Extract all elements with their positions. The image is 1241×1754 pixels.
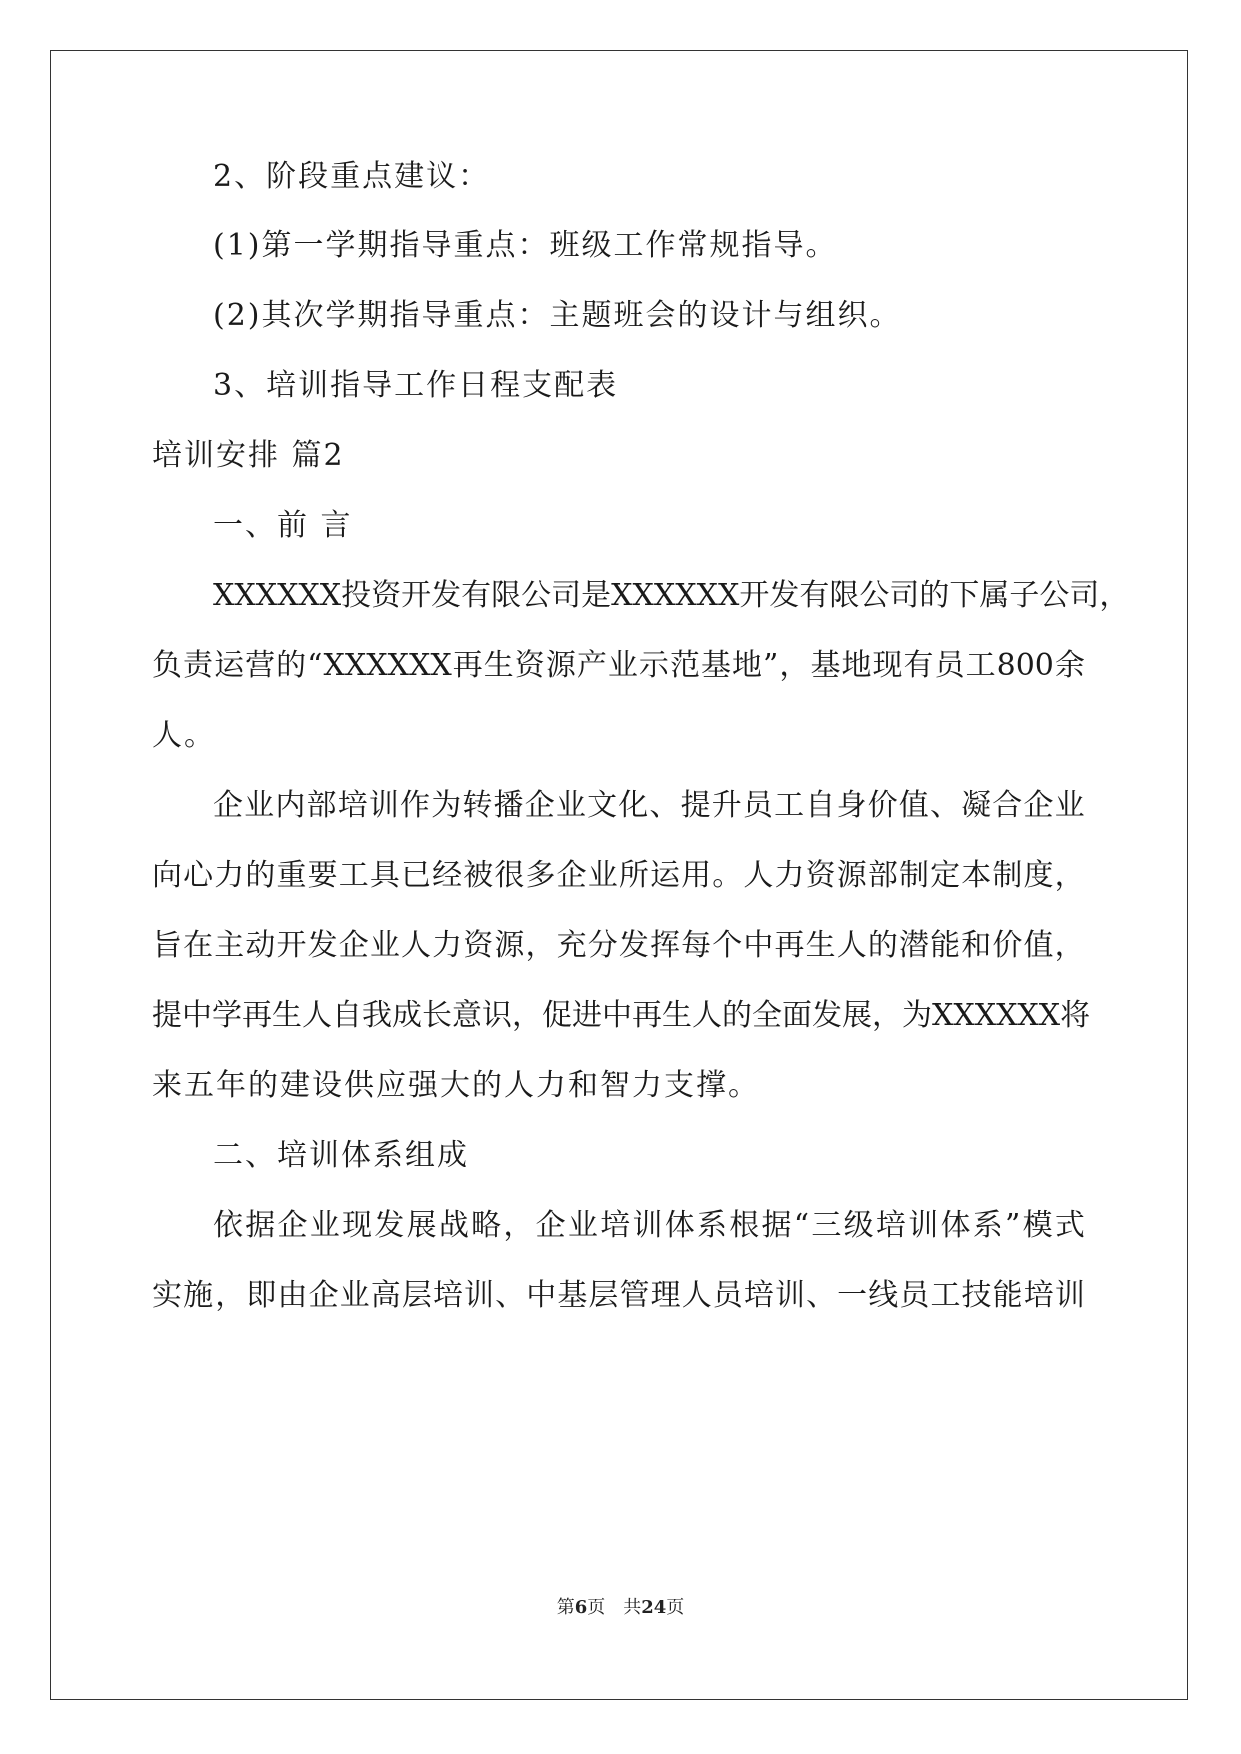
paragraph-line: 负 责 运 营 的 “ XXXXXX 再 生 资 源 产 业 示 范 基 地 ” ， 基 地 现 有 员 工 800 余 — [152, 648, 1085, 683]
paragraph-line: 向 心 力 的 重 要 工 具 已 经 被 很 多 企 业 所 运 用 。 人 力 资 源 部 制 定 本 制 度 ， — [152, 858, 1085, 893]
footer-mid: 页 共 — [587, 1597, 642, 1618]
section-heading-schedule: 3、培训指导工作日程支配表 — [213, 368, 619, 403]
section-heading-stage-suggestions: 2、阶段重点建议： — [213, 159, 491, 194]
footer-prefix: 第 — [556, 1597, 575, 1618]
section-heading-preface: 一、前 言 — [213, 508, 353, 543]
paragraph-line: 旨 在 主 动 开 发 企 业 人 力 资 源 ， 充 分 发 挥 每 个 中 再 生 人 的 潜 能 和 价 值 ， — [152, 928, 1085, 963]
paragraph-line: 依 据 企 业 现 发 展 战 略 ， 企 业 培 训 体 系 根 据 “ 三 级 培 训 体 系 ” 模 式 — [213, 1208, 1085, 1243]
article-title: 培训安排 篇2 — [152, 438, 345, 473]
paragraph-line: 来五年的建设供应强大的人力和智力支撑。 — [152, 1068, 760, 1103]
list-item-second-term: (2)其次学期指导重点：主题班会的设计与组织。 — [213, 298, 902, 333]
footer-total-pages: 24 — [641, 1597, 667, 1618]
page-footer — [0, 1596, 1241, 1620]
list-item-first-term: (1)第一学期指导重点：班级工作常规指导。 — [213, 228, 838, 263]
footer-suffix: 页 — [666, 1597, 685, 1618]
paragraph-line: 企 业 内 部 培 训 作 为 转 播 企 业 文 化 、 提 升 员 工 自 身 价 值 、 凝 合 企 业 — [213, 788, 1085, 823]
footer-page-number: 6 — [574, 1597, 588, 1618]
section-heading-training-system: 二、培训体系组成 — [213, 1138, 469, 1173]
paragraph-line: XXXXXX 投 资 开 发 有 限 公 司 是 XXXXXX 开 发 有 限 公 司 的 下 属 子 公 司 ， — [213, 578, 1130, 613]
paragraph-line: 人。 — [152, 718, 216, 753]
paragraph-line: 实 施 ， 即 由 企 业 高 层 培 训 、 中 基 层 管 理 人 员 培 训 、 一 线 员 工 技 能 培 训 — [152, 1278, 1085, 1313]
paragraph-line: 提 中 学 再 生 人 自 我 成 长 意 识 ， 促 进 中 再 生 人 的 全 面 发 展 ， 为 XXXXXX 将 — [152, 998, 1091, 1033]
